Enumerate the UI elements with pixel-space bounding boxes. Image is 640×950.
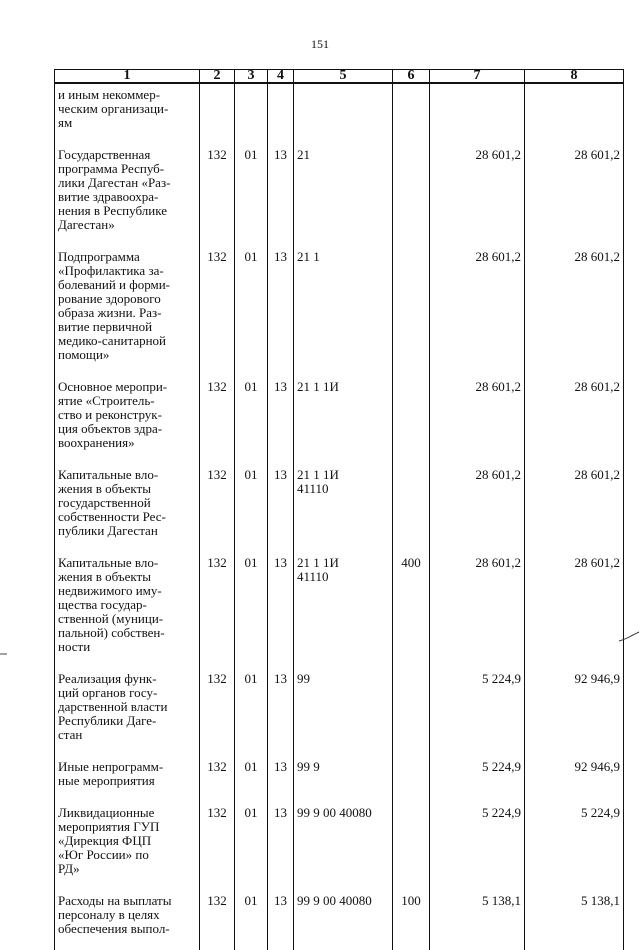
spacer-cell <box>430 742 525 756</box>
spacer-cell <box>430 450 525 464</box>
cell-col-7: 5 138,1 <box>430 890 525 936</box>
row-name: Государственная программа Респуб- лики Дагестан «Раз- витие здравоохра- нения в Республике Дагестан» <box>55 144 200 232</box>
cell-col-3: 01 <box>235 802 268 876</box>
scan-mark-right <box>618 630 640 644</box>
spacer-cell <box>294 232 393 246</box>
spacer-cell <box>235 130 268 144</box>
cell-col-2: 132 <box>200 552 235 654</box>
cell-col-4: 13 <box>268 376 294 450</box>
spacer-cell <box>55 654 200 668</box>
row-name: Ликвидационные мероприятия ГУП «Дирекция ФЦП «Юг России» по РД» <box>55 802 200 876</box>
spacer-cell <box>55 130 200 144</box>
cell-col-8: 28 601,2 <box>525 246 624 362</box>
column-header-5: 5 <box>294 70 393 84</box>
spacer-cell <box>235 742 268 756</box>
row-spacer <box>55 654 624 668</box>
cell-col-2 <box>200 83 235 130</box>
cell-col-6 <box>393 668 430 742</box>
spacer-cell <box>393 742 430 756</box>
cell-col-4: 13 <box>268 668 294 742</box>
row-spacer <box>55 232 624 246</box>
spacer-cell <box>235 362 268 376</box>
cell-col-5: 99 9 <box>294 756 393 788</box>
table-row <box>55 464 624 538</box>
cell-col-7: 28 601,2 <box>430 376 525 450</box>
cell-col-6 <box>393 802 430 876</box>
spacer-cell <box>268 742 294 756</box>
table-header-row <box>55 70 624 84</box>
spacer-cell <box>525 876 624 890</box>
cell-col-3: 01 <box>235 144 268 232</box>
cell-col-7: 28 601,2 <box>430 552 525 654</box>
spacer-cell <box>430 936 525 950</box>
scan-mark-left <box>0 652 8 656</box>
spacer-cell <box>393 654 430 668</box>
cell-col-7: 28 601,2 <box>430 464 525 538</box>
spacer-cell <box>294 654 393 668</box>
spacer-cell <box>294 130 393 144</box>
row-spacer <box>55 362 624 376</box>
table-row <box>55 376 624 450</box>
cell-col-7: 5 224,9 <box>430 802 525 876</box>
column-header-6: 6 <box>393 70 430 84</box>
spacer-cell <box>235 876 268 890</box>
spacer-cell <box>200 130 235 144</box>
spacer-cell <box>55 232 200 246</box>
cell-col-3: 01 <box>235 246 268 362</box>
column-header-8: 8 <box>525 70 624 84</box>
spacer-cell <box>200 450 235 464</box>
column-header-1: 1 <box>55 70 200 84</box>
spacer-cell <box>430 876 525 890</box>
cell-col-5: 21 1 <box>294 246 393 362</box>
spacer-cell <box>200 654 235 668</box>
spacer-cell <box>235 788 268 802</box>
row-spacer <box>55 936 624 950</box>
cell-col-3: 01 <box>235 668 268 742</box>
cell-col-3: 01 <box>235 464 268 538</box>
column-header-2: 2 <box>200 70 235 84</box>
spacer-cell <box>430 362 525 376</box>
spacer-cell <box>55 450 200 464</box>
cell-col-8: 5 224,9 <box>525 802 624 876</box>
spacer-cell <box>294 936 393 950</box>
row-name: Подпрограмма «Профилактика за- болеваний и форми- рование здорового образа жизни. Раз- витие первичной медико-санитарной помощи» <box>55 246 200 362</box>
spacer-cell <box>235 232 268 246</box>
spacer-cell <box>430 788 525 802</box>
cell-col-8: 92 946,9 <box>525 756 624 788</box>
spacer-cell <box>235 654 268 668</box>
spacer-cell <box>430 654 525 668</box>
cell-col-8: 28 601,2 <box>525 144 624 232</box>
table-row <box>55 246 624 362</box>
cell-col-3: 01 <box>235 890 268 936</box>
spacer-cell <box>268 450 294 464</box>
spacer-cell <box>525 654 624 668</box>
spacer-cell <box>294 450 393 464</box>
cell-col-6 <box>393 144 430 232</box>
cell-col-6: 400 <box>393 552 430 654</box>
spacer-cell <box>525 538 624 552</box>
row-name: Реализация функ- ций органов госу- дарственной власти Республики Даге- стан <box>55 668 200 742</box>
spacer-cell <box>393 450 430 464</box>
cell-col-8: 92 946,9 <box>525 668 624 742</box>
spacer-cell <box>525 130 624 144</box>
spacer-cell <box>200 538 235 552</box>
spacer-cell <box>200 876 235 890</box>
spacer-cell <box>393 538 430 552</box>
spacer-cell <box>200 788 235 802</box>
spacer-cell <box>294 788 393 802</box>
table-row <box>55 890 624 936</box>
spacer-cell <box>393 788 430 802</box>
spacer-cell <box>294 362 393 376</box>
table-row <box>55 668 624 742</box>
cell-col-4: 13 <box>268 802 294 876</box>
cell-col-2: 132 <box>200 464 235 538</box>
cell-col-6 <box>393 83 430 130</box>
spacer-cell <box>525 742 624 756</box>
spacer-cell <box>525 788 624 802</box>
cell-col-4: 13 <box>268 756 294 788</box>
cell-col-6 <box>393 246 430 362</box>
row-spacer <box>55 788 624 802</box>
spacer-cell <box>55 538 200 552</box>
spacer-cell <box>268 788 294 802</box>
cell-col-2: 132 <box>200 376 235 450</box>
row-name: Расходы на выплаты персоналу в целях обеспечения выпол- <box>55 890 200 936</box>
cell-col-3: 01 <box>235 756 268 788</box>
spacer-cell <box>268 876 294 890</box>
cell-col-5: 21 1 1И 41110 <box>294 552 393 654</box>
spacer-cell <box>55 362 200 376</box>
cell-col-7: 28 601,2 <box>430 144 525 232</box>
page-number: 151 <box>311 37 329 51</box>
cell-col-2: 132 <box>200 668 235 742</box>
cell-col-2: 132 <box>200 756 235 788</box>
cell-col-7: 28 601,2 <box>430 246 525 362</box>
spacer-cell <box>294 876 393 890</box>
cell-col-4 <box>268 83 294 130</box>
column-header-3: 3 <box>235 70 268 84</box>
cell-col-2: 132 <box>200 246 235 362</box>
spacer-cell <box>525 450 624 464</box>
spacer-cell <box>268 362 294 376</box>
cell-col-8 <box>525 83 624 130</box>
cell-col-5: 21 1 1И <box>294 376 393 450</box>
row-name: Иные непрограмм- ные мероприятия <box>55 756 200 788</box>
cell-col-5: 99 <box>294 668 393 742</box>
cell-col-6 <box>393 756 430 788</box>
cell-col-3 <box>235 83 268 130</box>
spacer-cell <box>294 742 393 756</box>
cell-col-3: 01 <box>235 552 268 654</box>
cell-col-4: 13 <box>268 246 294 362</box>
spacer-cell <box>235 450 268 464</box>
cell-col-8: 5 138,1 <box>525 890 624 936</box>
cell-col-2: 132 <box>200 144 235 232</box>
table-row <box>55 83 624 130</box>
row-name: Основное меропри- ятие «Строитель- ство и реконструк- ция объектов здра- воохранения» <box>55 376 200 450</box>
spacer-cell <box>525 232 624 246</box>
spacer-cell <box>55 742 200 756</box>
cell-col-5: 99 9 00 40080 <box>294 890 393 936</box>
cell-col-4: 13 <box>268 464 294 538</box>
cell-col-4: 13 <box>268 890 294 936</box>
spacer-cell <box>525 362 624 376</box>
table-row <box>55 552 624 654</box>
row-spacer <box>55 130 624 144</box>
spacer-cell <box>393 936 430 950</box>
spacer-cell <box>430 232 525 246</box>
spacer-cell <box>200 936 235 950</box>
row-spacer <box>55 876 624 890</box>
cell-col-7: 5 224,9 <box>430 668 525 742</box>
spacer-cell <box>55 936 200 950</box>
spacer-cell <box>393 130 430 144</box>
spacer-cell <box>430 538 525 552</box>
table-row <box>55 802 624 876</box>
spacer-cell <box>55 876 200 890</box>
row-spacer <box>55 538 624 552</box>
cell-col-5: 99 9 00 40080 <box>294 802 393 876</box>
column-header-4: 4 <box>268 70 294 84</box>
spacer-cell <box>393 232 430 246</box>
spacer-cell <box>268 538 294 552</box>
spacer-cell <box>200 742 235 756</box>
spacer-cell <box>268 936 294 950</box>
column-header-7: 7 <box>430 70 525 84</box>
row-name: Капитальные вло- жения в объекты государственной собственности Рес- публики Дагестан <box>55 464 200 538</box>
cell-col-7: 5 224,9 <box>430 756 525 788</box>
spacer-cell <box>430 130 525 144</box>
spacer-cell <box>200 362 235 376</box>
spacer-cell <box>393 362 430 376</box>
spacer-cell <box>200 232 235 246</box>
cell-col-6 <box>393 464 430 538</box>
spacer-cell <box>393 876 430 890</box>
cell-col-4: 13 <box>268 552 294 654</box>
spacer-cell <box>235 936 268 950</box>
cell-col-7 <box>430 83 525 130</box>
cell-col-5 <box>294 83 393 130</box>
row-spacer <box>55 450 624 464</box>
spacer-cell <box>294 538 393 552</box>
cell-col-2: 132 <box>200 802 235 876</box>
cell-col-6: 100 <box>393 890 430 936</box>
table-row <box>55 144 624 232</box>
spacer-cell <box>235 538 268 552</box>
row-name: Капитальные вло- жения в объекты недвижимого иму- щества государ- ственной (муници- пальной) собствен- ности <box>55 552 200 654</box>
spacer-cell <box>525 936 624 950</box>
cell-col-8: 28 601,2 <box>525 464 624 538</box>
spacer-cell <box>55 788 200 802</box>
spacer-cell <box>268 232 294 246</box>
cell-col-5: 21 <box>294 144 393 232</box>
cell-col-8: 28 601,2 <box>525 376 624 450</box>
cell-col-4: 13 <box>268 144 294 232</box>
spacer-cell <box>268 654 294 668</box>
cell-col-8: 28 601,2 <box>525 552 624 654</box>
row-spacer <box>55 742 624 756</box>
spacer-cell <box>268 130 294 144</box>
cell-col-3: 01 <box>235 376 268 450</box>
cell-col-5: 21 1 1И 41110 <box>294 464 393 538</box>
table-row <box>55 756 624 788</box>
cell-col-2: 132 <box>200 890 235 936</box>
cell-col-6 <box>393 376 430 450</box>
row-name: и иным некоммер- ческим организаци- ям <box>55 83 200 130</box>
budget-table <box>54 69 624 950</box>
